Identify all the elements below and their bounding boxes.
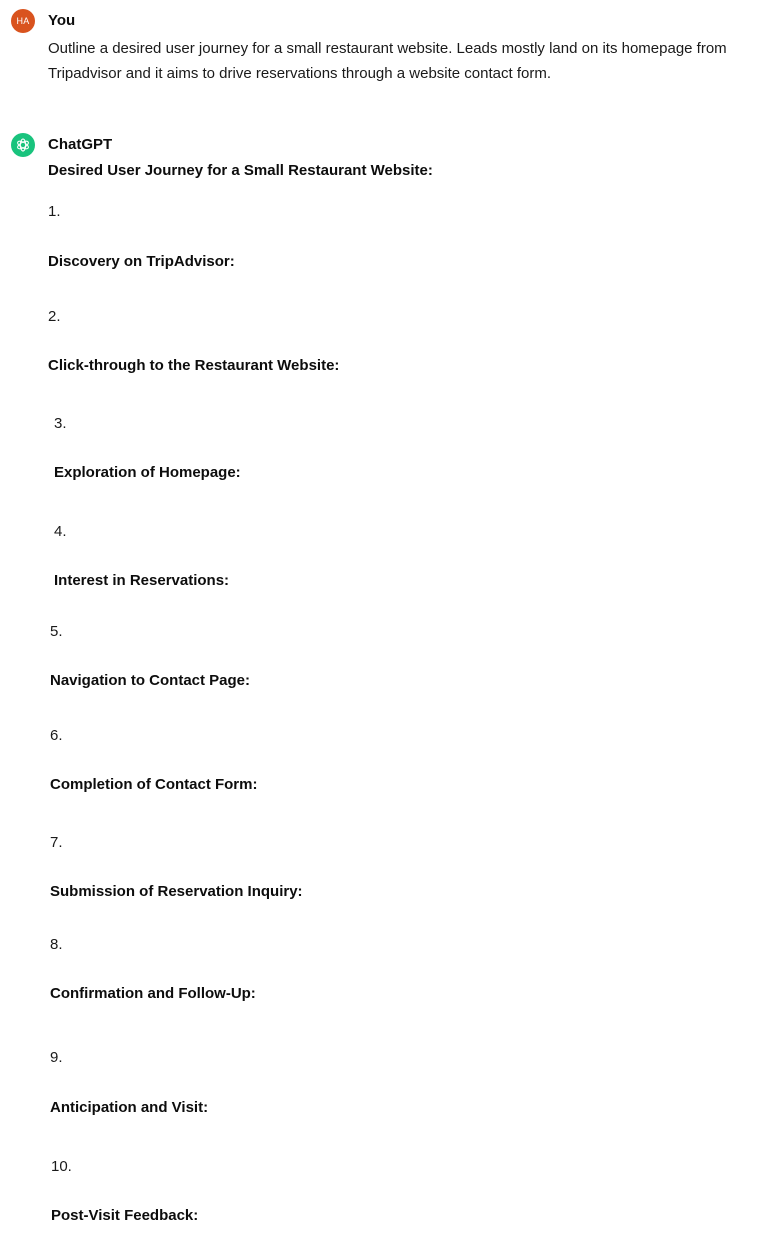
step-title: Confirmation and Follow-Up: xyxy=(50,985,256,1002)
step-title: Submission of Reservation Inquiry: xyxy=(50,883,303,900)
step-number: 1. xyxy=(48,203,61,220)
response-heading: Desired User Journey for a Small Restaurant Website: xyxy=(48,162,433,179)
step-title: Discovery on TripAdvisor: xyxy=(48,253,235,270)
step-number: 9. xyxy=(50,1049,63,1066)
step-number: 7. xyxy=(50,834,63,851)
step-number: 6. xyxy=(50,727,63,744)
assistant-author-name: ChatGPT xyxy=(48,136,113,153)
step-title: Post-Visit Feedback: xyxy=(51,1207,199,1224)
user-avatar-initials: HA xyxy=(16,16,30,26)
step-title: Completion of Contact Form: xyxy=(50,776,258,793)
step-number: 3. xyxy=(54,415,67,432)
user-avatar xyxy=(11,9,35,33)
step-title: Anticipation and Visit: xyxy=(50,1099,209,1116)
user-message-text: Outline a desired user journey for a small restaurant website. Leads mostly land on its homepage from Tripadvisor and it aims to drive reservations through a website contact form. xyxy=(48,40,727,82)
step-number: 8. xyxy=(50,936,63,953)
step-number: 4. xyxy=(54,523,67,540)
step-title: Click-through to the Restaurant Website: xyxy=(48,357,340,374)
openai-logo-icon xyxy=(15,137,31,153)
step-title: Navigation to Contact Page: xyxy=(50,672,251,689)
step-number: 10. xyxy=(51,1158,72,1175)
step-number: 5. xyxy=(50,623,63,640)
step-title: Exploration of Homepage: xyxy=(54,464,241,481)
step-title: Interest in Reservations: xyxy=(54,572,230,589)
step-number: 2. xyxy=(48,308,61,325)
assistant-avatar xyxy=(11,133,35,157)
user-author-name: You xyxy=(48,12,76,29)
